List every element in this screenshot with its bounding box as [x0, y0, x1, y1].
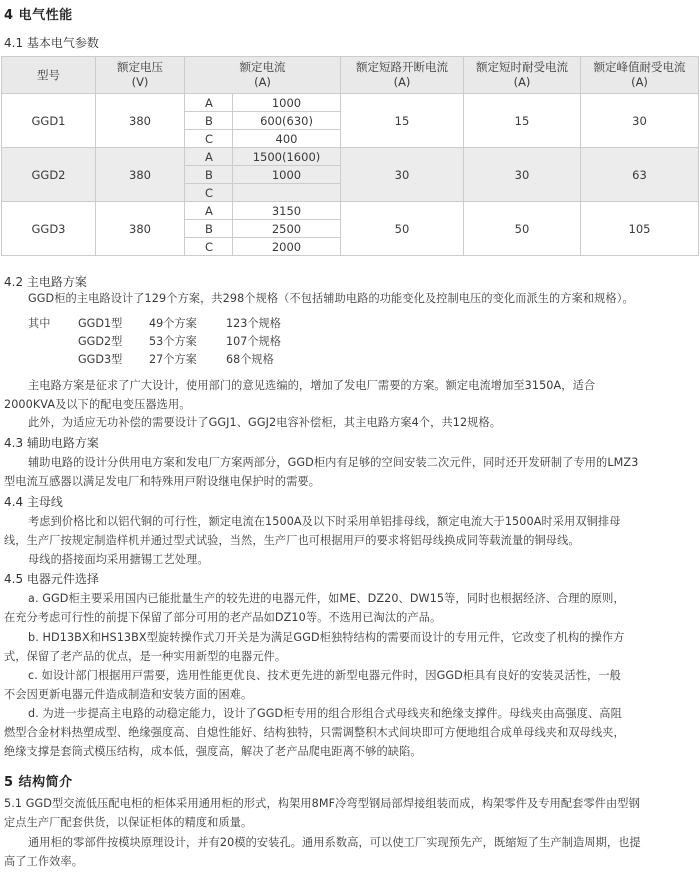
cell-current: 1000 — [233, 166, 341, 184]
cell-peak-current: 30 — [581, 94, 699, 148]
cell-current: 3150 — [233, 202, 341, 220]
s4-5-item-b-line-2: 式，保留了老产品的优点，是一种实用新型的电器元件。 — [4, 650, 287, 663]
header-peak-current: 额定峰值耐受电流 (A) — [581, 57, 699, 94]
table-row — [2, 94, 699, 112]
plan-list-specs: 68个规格 — [226, 353, 274, 366]
cell-grade: C — [185, 130, 233, 148]
table-row — [2, 202, 699, 220]
cell-current: 1500(1600) — [233, 148, 341, 166]
s4-4-line-1: 考虑到价格比和以铝代铜的可行性，额定电流在1500A及以下时采用单铝排母线，额定电流大于1500A时采用双铜排母 — [28, 515, 621, 528]
s4-5-item-d-line-2: 燃型合金材料热塑成型、绝缘强度高、自熄性能好、结构独特，只需调整积木式间块即可方便地组合成单母线夹和双母线夹， — [4, 726, 625, 739]
cell-grade: B — [185, 220, 233, 238]
plan-list-prefix: 其中 — [28, 317, 51, 330]
s5-line-3: 通用柜的零部件按模块原理设计，并有20模的安装孔。通用系数高，可以使工厂实现预先产，既缩短了生产制造周期，也提 — [28, 836, 641, 849]
cell-model: GGD2 — [2, 148, 96, 202]
cell-voltage: 380 — [96, 148, 185, 202]
header-current: 额定电流 (A) — [185, 57, 341, 94]
section-4-3-title: 4.3 辅助电路方案 — [4, 436, 99, 450]
s4-2-paragraph-2b: 2000KVA及以下的配电变压器选用。 — [4, 398, 191, 411]
cell-grade: C — [185, 184, 233, 202]
cell-grade: A — [185, 148, 233, 166]
s4-5-item-c-line-1: c. 如设计部门根据用戸需要，选用性能更优良、技术更先进的新型电器元件时，因GGD柜具有良好的安装灵活性，一般 — [28, 669, 621, 682]
cell-model: GGD1 — [2, 94, 96, 148]
plan-list-model: GGD1型 — [78, 317, 123, 330]
cell-current: 400 — [233, 130, 341, 148]
s5-line-2: 定点生产厂配套供货，以保证柜体的精度和质量。 — [4, 816, 253, 829]
s5-line-1: 5.1 GGD型交流低压配电柜的柜体采用通用柜的形式，构架用8MF冷弯型钢局部焊接组装而成，构架零件及专用配套零件由型钢 — [4, 797, 640, 810]
cell-current: 1000 — [233, 94, 341, 112]
cell-voltage: 380 — [96, 94, 185, 148]
s4-3-line-2: 型电流互感器以满足发电厂和特殊用戸附设继电保护时的需要。 — [4, 475, 321, 488]
cell-short-time-current: 50 — [464, 202, 581, 256]
cell-voltage: 380 — [96, 202, 185, 256]
cell-grade: B — [185, 112, 233, 130]
cell-break-current: 15 — [341, 94, 464, 148]
plan-list-plans: 49个方案 — [149, 317, 197, 330]
s4-4-line-3: 母线的搭接面均采用搪锡工艺处理。 — [28, 553, 209, 566]
cell-grade: B — [185, 166, 233, 184]
plan-list-specs: 123个规格 — [226, 317, 281, 330]
s4-2-paragraph-1: GGD柜的主电路设计了129个方案，共298个规格（不包括辅助电路的功能变化及控制电压的变化而派生的方案和规格）。 — [28, 292, 634, 305]
plan-list-specs: 107个规格 — [226, 335, 281, 348]
plan-list-plans: 27个方案 — [149, 353, 197, 366]
s4-5-item-c-line-2: 不会因更新电器元件造成制造和安装方面的困难。 — [4, 688, 253, 701]
cell-model: GGD3 — [2, 202, 96, 256]
electrical-parameters-table — [1, 56, 699, 256]
s4-5-item-a-line-2: 在充分考虑可行性的前提下保留了部分可用的老产品如DZ10等。不选用已淘汰的产品。 — [4, 611, 442, 624]
cell-short-time-current: 30 — [464, 148, 581, 202]
header-model: 型号 — [2, 57, 96, 94]
cell-short-time-current: 15 — [464, 94, 581, 148]
cell-current: 2500 — [233, 220, 341, 238]
cell-current — [233, 184, 341, 202]
header-voltage: 额定电压 (V) — [96, 57, 185, 94]
cell-break-current: 50 — [341, 202, 464, 256]
s4-5-item-a-line-1: a. GGD柜主要采用国内已能批量生产的较先进的电器元件，如ME、DZ20、DW15等，同时也根据经济、合理的原则， — [28, 592, 625, 605]
section-4-5-title: 4.5 电器元件选择 — [4, 572, 99, 586]
section-4-2-title: 4.2 主电路方案 — [4, 275, 87, 289]
cell-grade: A — [185, 94, 233, 112]
header-break-current: 额定短路开断电流 (A) — [341, 57, 464, 94]
cell-grade: C — [185, 238, 233, 256]
plan-list-model: GGD2型 — [78, 335, 123, 348]
s4-5-item-b-line-1: b. HD13BX和HS13BX型旋转操作式刀开关是为满足GGD柜独特结构的需要而设计的专用元件，它改变了机构的操作方 — [28, 631, 625, 644]
section-5-title: 5 结构简介 — [4, 775, 73, 790]
cell-peak-current: 63 — [581, 148, 699, 202]
cell-peak-current: 105 — [581, 202, 699, 256]
section-4-title: 4 电气性能 — [4, 8, 73, 23]
s4-5-item-d-line-1: d. 为进一步提高主电路的动稳定能力，设计了GGD柜专用的组合形组合式母线夹和绝缘支撑件。母线夹由高强度、高阻 — [28, 707, 622, 720]
section-4-4-title: 4.4 主母线 — [4, 495, 63, 509]
plan-list-model: GGD3型 — [78, 353, 123, 366]
cell-current: 600(630) — [233, 112, 341, 130]
s4-2-paragraph-3: 此外，为适应无功补偿的需要设计了GGJ1、GGJ2电容补偿柜，其主电路方案4个，共12规格。 — [28, 416, 502, 429]
cell-current: 2000 — [233, 238, 341, 256]
cell-break-current: 30 — [341, 148, 464, 202]
s4-4-line-2: 线，生产厂按规定制造样机并通过型式试验，当然，生产厂也可根据用戸的要求将铝母线换成同等载流量的铜母线。 — [4, 534, 580, 547]
s4-5-item-d-line-3: 绝缘支撑是套筒式模压结构，成本低，强度高，解决了老产品爬电距离不够的缺陷。 — [4, 745, 422, 758]
header-short-time-current: 额定短时耐受电流 (A) — [464, 57, 581, 94]
s4-2-paragraph-2a: 主电路方案是征求了广大设计，使用部门的意见选编的，增加了发电厂需要的方案。额定电流增加至3150A，适合 — [28, 379, 596, 392]
table-row — [2, 148, 699, 166]
plan-list-plans: 53个方案 — [149, 335, 197, 348]
s4-3-line-1: 辅助电路的设计分供用电方案和发电厂方案两部分，GGD柜内有足够的空间安装二次元件，同时还开发研制了专用的LMZ3 — [28, 456, 639, 469]
table-header-row — [2, 57, 699, 94]
cell-grade: A — [185, 202, 233, 220]
section-4-1-title: 4.1 基本电气参数 — [4, 36, 99, 50]
s5-line-4: 高了工作效率。 — [4, 855, 84, 868]
